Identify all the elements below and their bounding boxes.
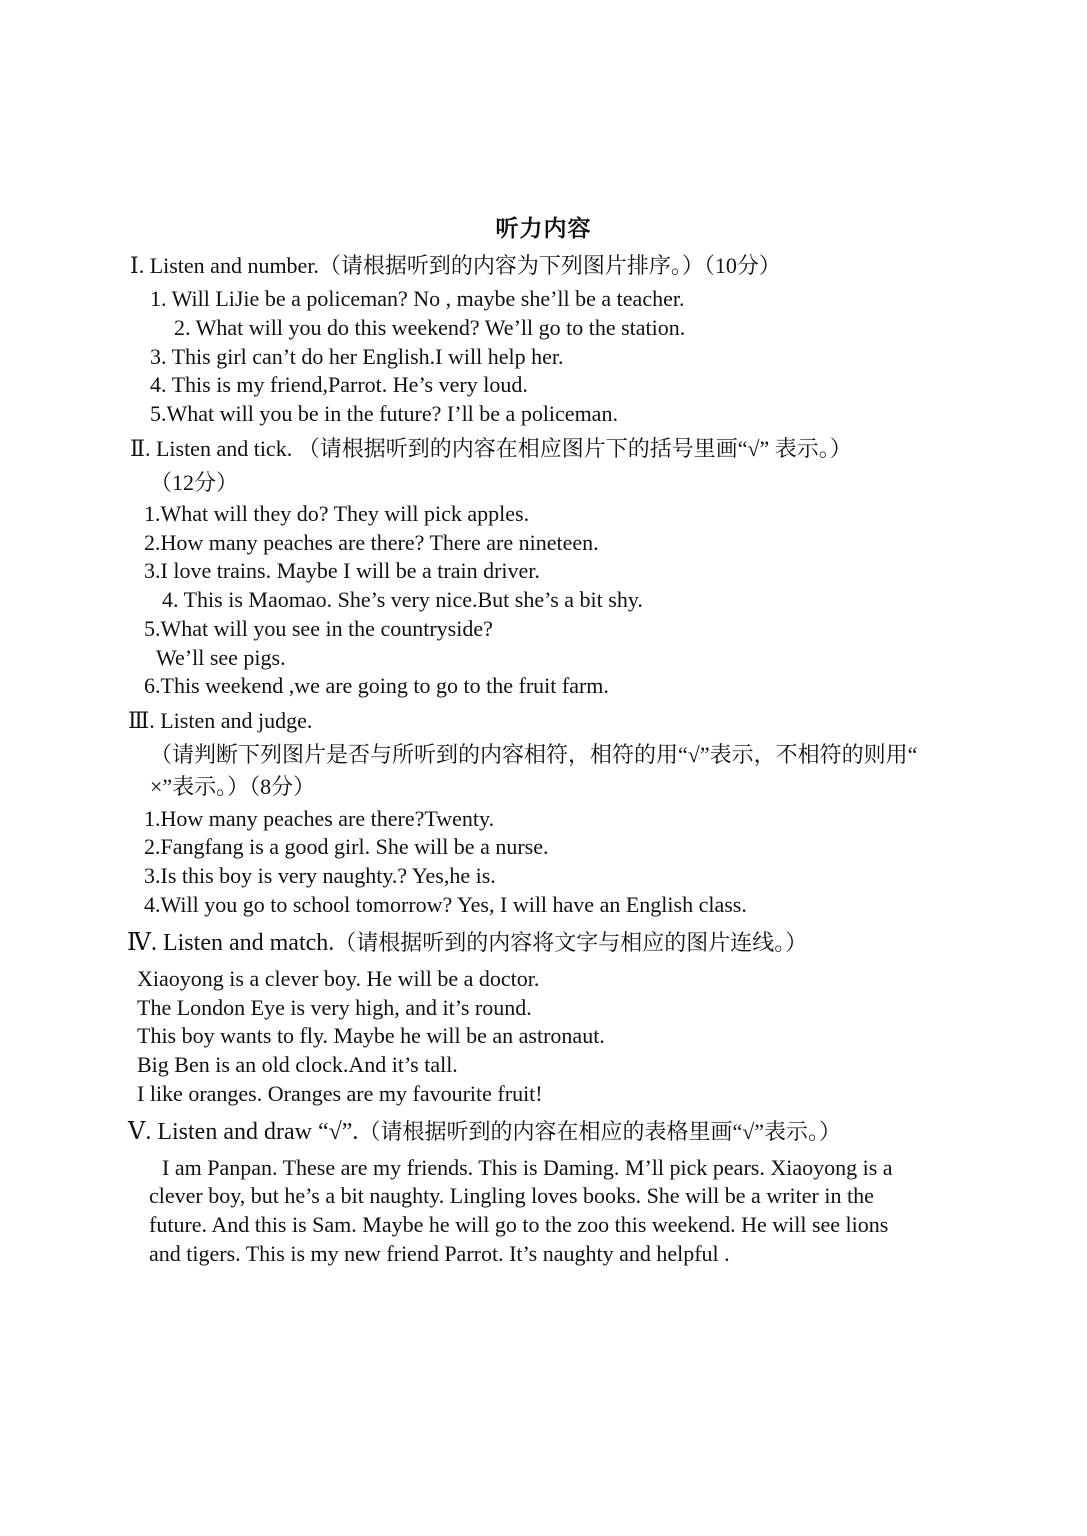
section-2-line: 6.This weekend ,we are going to go to the fruit farm.	[144, 673, 609, 698]
section-3-instruction: ×”表示。）（8分）	[150, 774, 316, 799]
section-2-line: 2.How many peaches are there? There are nineteen.	[144, 530, 599, 555]
section-1-line: 4. This is my friend,Parrot. He’s very loud.	[150, 372, 528, 397]
section-2-line: 3.I love trains. Maybe I will be a train driver.	[144, 558, 540, 583]
section-5-heading	[128, 1118, 841, 1146]
page-title: 听力内容	[495, 216, 592, 241]
section-5-line: and tigers. This is my new friend Parrot. It’s naughty and helpful .	[149, 1241, 730, 1266]
section-5-line: I am Panpan. These are my friends. This is Daming. M’ll pick pears. Xiaoyong is a	[162, 1155, 893, 1180]
section-5-heading-cn: （请根据听到的内容在相应的表格里画“√”表示。）	[358, 1119, 842, 1144]
section-2-line: 5.What will you see in the countryside?	[144, 616, 493, 641]
section-2-line: 1.What will they do? They will pick apples.	[144, 501, 530, 526]
section-1-line: 2. What will you do this weekend? We’ll go to the station.	[174, 315, 686, 340]
section-4-heading-en: Ⅳ. Listen and match.	[127, 930, 335, 956]
section-1-line: 3. This girl can’t do her English.I will help her.	[150, 344, 564, 369]
section-2-heading: Ⅱ. Listen and tick. （请根据听到的内容在相应图片下的括号里画“√” 表示。）	[130, 436, 852, 461]
section-5-line: clever boy, but he’s a bit naughty. Lingling loves books. She will be a writer in the	[149, 1183, 874, 1208]
section-3-heading: Ⅲ. Listen and judge.	[128, 708, 313, 733]
section-1-heading: Ⅰ. Listen and number.（请根据听到的内容为下列图片排序。）（10分）	[130, 253, 781, 278]
section-3-line: 1.How many peaches are there?Twenty.	[144, 806, 495, 831]
section-4-line: I like oranges. Oranges are my favourite fruit!	[137, 1081, 543, 1106]
section-3-line: 2.Fangfang is a good girl. She will be a nurse.	[144, 834, 549, 859]
section-1-line: 1. Will LiJie be a policeman? No , maybe she’ll be a teacher.	[150, 286, 685, 311]
section-2-score: （12分）	[150, 470, 239, 495]
section-5-heading-en: Ⅴ. Listen and draw “√”.	[128, 1119, 359, 1145]
section-1-line: 5.What will you be in the future? I’ll be a policeman.	[150, 401, 618, 426]
section-4-line: This boy wants to fly. Maybe he will be an astronaut.	[137, 1023, 605, 1048]
section-4-line: Xiaoyong is a clever boy. He will be a doctor.	[137, 966, 540, 991]
section-4-heading	[127, 929, 807, 957]
section-2-line: 4. This is Maomao. She’s very nice.But she’s a bit shy.	[162, 587, 643, 612]
section-3-line: 4.Will you go to school tomorrow? Yes, I will have an English class.	[144, 892, 747, 917]
section-4-heading-cn: （请根据听到的内容将文字与相应的图片连线。）	[334, 930, 808, 955]
section-5-line: future. And this is Sam. Maybe he will go to the zoo this weekend. He will see lions	[149, 1212, 889, 1237]
section-2-line: We’ll see pigs.	[156, 645, 286, 670]
section-4-line: Big Ben is an old clock.And it’s tall.	[137, 1052, 458, 1077]
section-3-instruction: （请判断下列图片是否与所听到的内容相符，相符的用“√”表示，不相符的则用“	[150, 742, 918, 767]
section-3-line: 3.Is this boy is very naughty.? Yes,he is.	[144, 863, 496, 888]
section-4-line: The London Eye is very high, and it’s round.	[137, 995, 532, 1020]
